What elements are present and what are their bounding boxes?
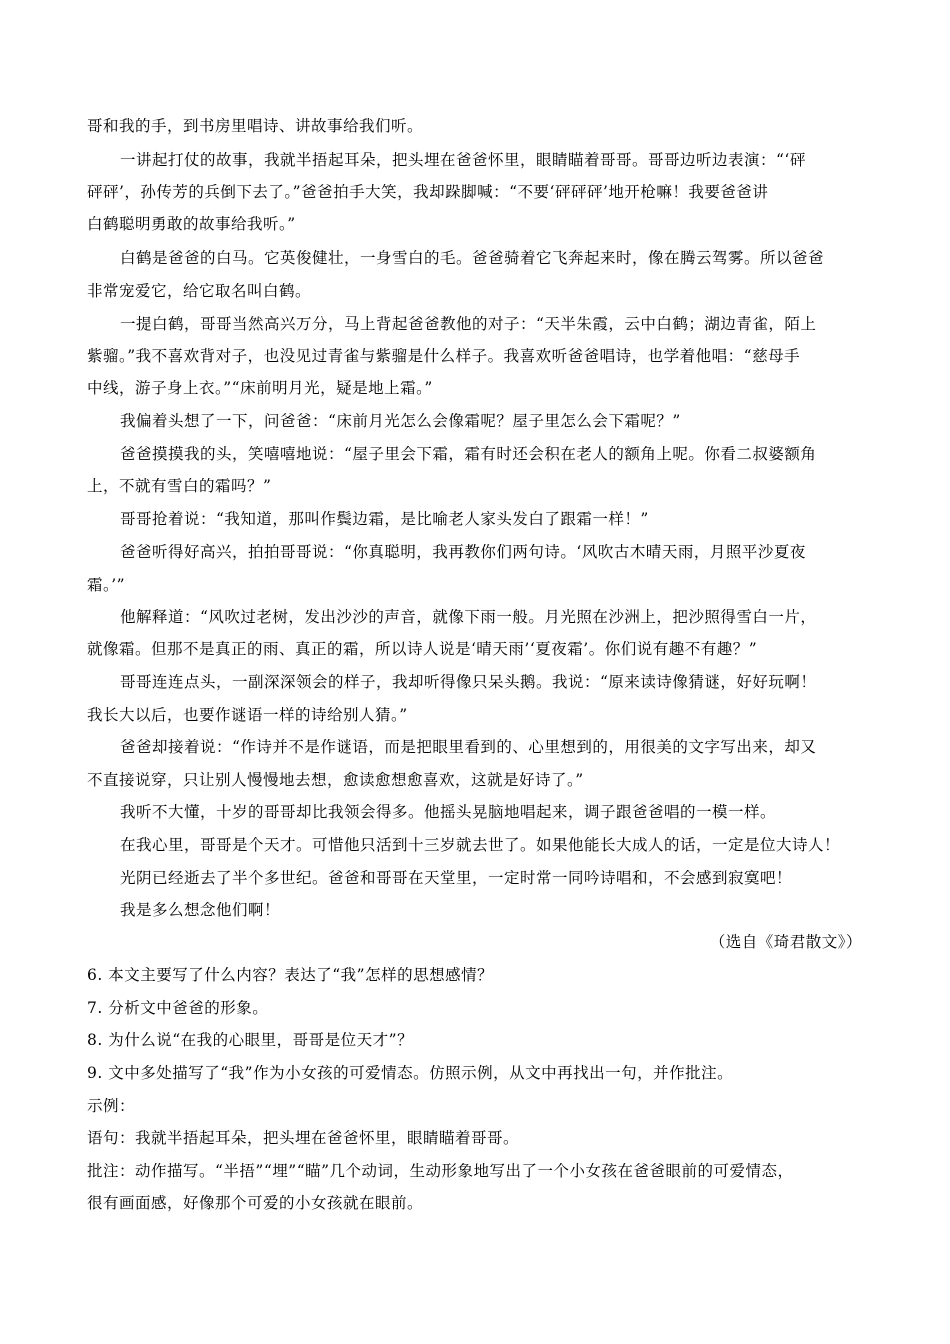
article-line: 一讲起打仗的故事，我就半捂起耳朵，把头埋在爸爸怀里，眼睛瞄着哥哥。哥哥边听边表演：“‘砰 bbox=[120, 151, 806, 169]
article-line: 就像霜。但那不是真正的雨、真正的霜，所以诗人说是‘晴天雨’‘夏夜霜’。你们说有趣不有趣？” bbox=[87, 640, 758, 658]
article-source: （选自《琦君散文》） bbox=[709, 933, 862, 951]
article-line: 我是多么想念他们啊！ bbox=[120, 901, 281, 919]
article-line: 哥和我的手，到书房里唱诗、讲故事给我们听。 bbox=[87, 117, 424, 135]
question-8: 8. 为什么说“在我的心眼里，哥哥是位天才”？ bbox=[87, 1031, 414, 1049]
article-line: 他解释道：“风吹过老树，发出沙沙的声音，就像下雨一般。月光照在沙洲上，把沙照得雪白一片， bbox=[120, 608, 817, 626]
example-label: 示例： bbox=[87, 1097, 136, 1115]
article-line: 白鹤聪明勇敢的故事给我听。” bbox=[87, 215, 296, 233]
article-line: 不直接说穿，只让别人慢慢地去想，愈读愈想愈喜欢，这就是好诗了。” bbox=[87, 771, 584, 789]
article-line: 霜。’” bbox=[87, 576, 126, 594]
question-7: 7. 分析文中爸爸的形象。 bbox=[87, 999, 269, 1017]
example-note: 批注：动作描写。“半捂”“埋”“瞄”几个动词，生动形象地写出了一个小女孩在爸爸眼前的可爱情态， bbox=[87, 1162, 794, 1180]
article-line: 我长大以后，也要作谜语一样的诗给别人猜。” bbox=[87, 706, 408, 724]
article-line: 爸爸听得好高兴，拍拍哥哥说：“你真聪明，我再教你们两句诗。‘风吹古木晴天雨，月照平沙夏夜 bbox=[120, 543, 806, 561]
article-line: 中线，游子身上衣。”“床前明月光，疑是地上霜。” bbox=[87, 379, 433, 397]
article-line: 一提白鹤，哥哥当然高兴万分，马上背起爸爸教他的对子：“天半朱霞，云中白鹤；湖边青雀，陌上 bbox=[120, 315, 817, 333]
article-line: 非常宠爱它，给它取名叫白鹤。 bbox=[87, 282, 312, 300]
article-line: 上，不就有雪白的霜吗？” bbox=[87, 477, 272, 495]
article-line: 爸爸摸摸我的头，笑嘻嘻地说：“屋子里会下霜，霜有时还会积在老人的额角上呢。你看二叔婆额角 bbox=[120, 445, 817, 463]
article-line: 光阴已经逝去了半个多世纪。爸爸和哥哥在天堂里，一定时常一同吟诗唱和，不会感到寂寞吧！ bbox=[120, 869, 793, 887]
question-9: 9. 文中多处描写了“我”作为小女孩的可爱情态。仿照示例，从文中再找出一句，并作批注。 bbox=[87, 1064, 734, 1082]
question-6: 6. 本文主要写了什么内容？表达了“我”怎样的思想感情？ bbox=[87, 966, 494, 984]
article-line: 在我心里，哥哥是个天才。可惜他只活到十三岁就去世了。如果他能长大成人的话，一定是位大诗人！ bbox=[120, 836, 841, 854]
example-note: 很有画面感，好像那个可爱的小女孩就在眼前。 bbox=[87, 1194, 424, 1212]
article-line: 哥哥连连点头，一副深深领会的样子，我却听得像只呆头鹅。我说：“原来读诗像猜谜，好好玩啊！ bbox=[120, 673, 817, 691]
article-line: 紫骝。”我不喜欢背对子，也没见过青雀与紫骝是什么样子。我喜欢听爸爸唱诗，也学着他唱：“慈母手 bbox=[87, 347, 801, 365]
article-line: 我听不大懂，十岁的哥哥却比我领会得多。他摇头晃脑地唱起来，调子跟爸爸唱的一模一样。 bbox=[120, 803, 777, 821]
article-line: 白鹤是爸爸的白马。它英俊健壮，一身雪白的毛。爸爸骑着它飞奔起来时，像在腾云驾雾。所以爸爸 bbox=[120, 249, 825, 267]
article-line: 哥哥抢着说：“我知道，那叫作鬓边霜，是比喻老人家头发白了跟霜一样！” bbox=[120, 510, 649, 528]
article-line: 我偏着头想了一下，问爸爸：“床前月光怎么会像霜呢？屋子里怎么会下霜呢？” bbox=[120, 412, 681, 430]
article-line: 爸爸却接着说：“作诗并不是作谜语，而是把眼里看到的、心里想到的，用很美的文字写出来，却又 bbox=[120, 738, 817, 756]
article-line: 砰砰’，孙传芳的兵倒下去了。”爸爸拍手大笑，我却跺脚喊：“不要‘砰砰砰’地开枪嘛！我要爸爸讲 bbox=[87, 183, 769, 201]
example-sentence: 语句：我就半捂起耳朵，把头埋在爸爸怀里，眼睛瞄着哥哥。 bbox=[87, 1129, 520, 1147]
